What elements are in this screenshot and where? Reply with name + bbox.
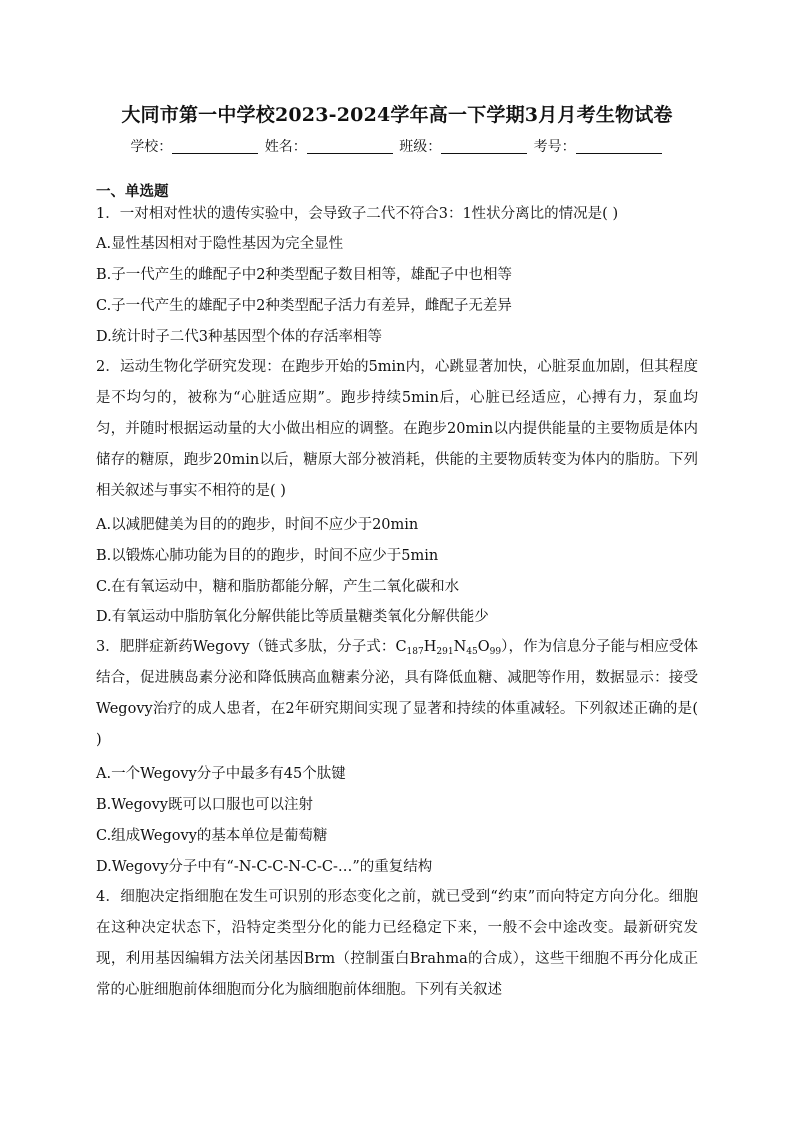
formula-sub-n: 45 — [466, 647, 478, 657]
question-3-option-b: B.Wegovy既可以口服也可以注射 — [96, 797, 313, 813]
question-3-stem-before: 3．肥胖症新药Wegovy（链式多肽，分子式：C — [96, 639, 407, 655]
section-title: 一、单选题 — [96, 183, 169, 200]
question-2-option-d: D.有氧运动中脂肪氧化分解供能比等质量糖类氧化分解供能少 — [96, 609, 489, 625]
exam-title: 大同市第一中学校2023-2024学年高一下学期3月月考生物试卷 — [121, 104, 673, 126]
exam-no-label: 考号： — [533, 139, 576, 155]
question-2-stem: 2．运动生物化学研究发现：在跑步开始的5min内，心跳显著加快，心脏泵血加剧，但其程度是不均匀的，被称为“心脏适应期”。跑步持续5min后，心脏已经适应，心搏有力，泵血均匀，并随时根据运动量的大小做出相应的调整。在跑步20min以内提供能量的主要物质是体内储存的糖原，跑步20min以后，糖原大部分被消耗，供能的主要物质转变为体内的脂肪。下列相关叙述与事实不相符的是( ) — [96, 359, 698, 499]
question-2-option-b: B.以锻炼心肺功能为目的的跑步，时间不应少于5min — [96, 548, 439, 564]
formula-elem-o: O — [477, 639, 490, 655]
question-3-option-a: A.一个Wegovy分子中最多有45个肽键 — [96, 766, 346, 782]
question-3-option-d: D.Wegovy分子中有“-N-C-C-N-C-C-…”的重复结构 — [96, 859, 433, 875]
class-label: 班级： — [399, 139, 442, 155]
name-label: 姓名： — [264, 139, 307, 155]
student-info-row — [0, 136, 794, 156]
question-2-option-c: C.在有氧运动中，糖和脂肪都能分解，产生二氧化碳和水 — [96, 579, 460, 595]
question-1-option-c: C.子一代产生的雄配子中2种类型配子活力有差异，雌配子无差异 — [96, 298, 512, 314]
formula-sub-o: 99 — [489, 647, 502, 657]
name-blank[interactable] — [307, 139, 393, 154]
question-2-option-a: A.以减肥健美为目的的跑步，时间不应少于20min — [96, 517, 419, 533]
formula-sub-c: 187 — [406, 647, 424, 657]
school-blank[interactable] — [172, 139, 258, 154]
exam-no-blank[interactable] — [576, 139, 662, 154]
question-1-stem: 1．一对相对性状的遗传实验中，会导致子二代不符合3：1性状分离比的情况是( ) — [96, 206, 619, 222]
class-blank[interactable] — [441, 139, 527, 154]
question-3-option-c: C.组成Wegovy的基本单位是葡萄糖 — [96, 828, 328, 844]
question-3-stem-after: ），作为信息分子能与相应受体结合，促进胰岛素分泌和降低胰高血糖素分泌，具有降低血糖、减肥等作用，数据显示：接受Wegovy治疗的成人患者，在2年研究期间实现了显著和持续的体重减轻。下列叙述正确的是( ) — [96, 639, 699, 748]
question-4-stem: 4．细胞决定指细胞在发生可识别的形态变化之前，就已受到“约束”而向特定方向分化。细胞在这种决定状态下，沿特定类型分化的能力已经稳定下来，一般不会中途改变。最新研究发现，利用基因编辑方法关闭基因Brm（控制蛋白Brahma的合成），这些干细胞不再分化成正常的心脏细胞前体细胞而分化为脑细胞前体细胞。下列有关叙述 — [96, 889, 698, 998]
formula-elem-n: N — [453, 639, 467, 655]
school-label: 学校： — [130, 139, 173, 155]
question-1-option-b: B.子一代产生的雌配子中2种类型配子数目相等，雄配子中也相等 — [96, 267, 512, 283]
formula-elem-h: H — [423, 639, 437, 655]
question-1-option-d: D.统计时子二代3种基因型个体的存活率相等 — [96, 329, 382, 345]
formula-sub-h: 291 — [436, 647, 454, 657]
question-1-option-a: A.显性基因相对于隐性基因为完全显性 — [96, 236, 344, 252]
question-3-stem — [96, 632, 698, 756]
